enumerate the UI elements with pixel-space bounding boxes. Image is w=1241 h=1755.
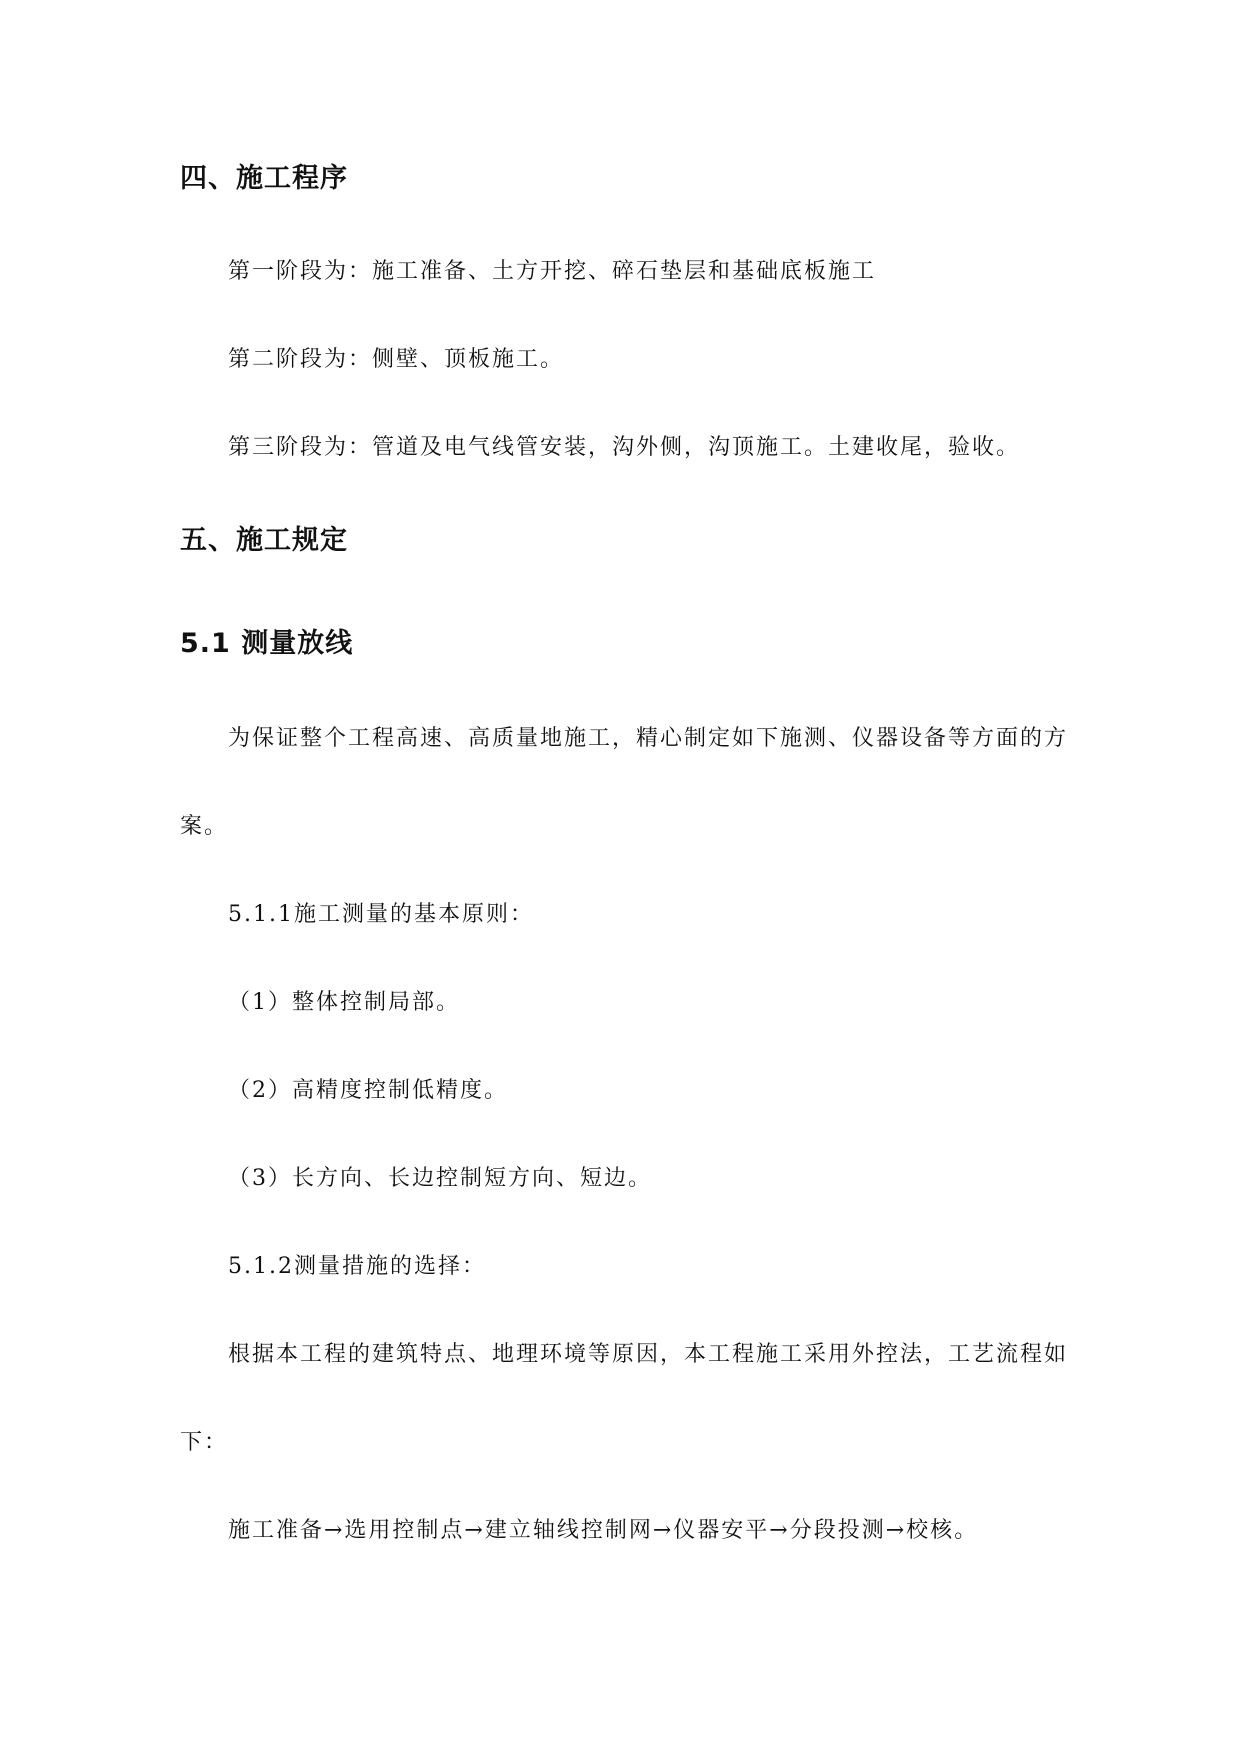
process-flow-text: 施工准备→选用控制点→建立轴线控制网→仪器安平→分段投测→校核。 bbox=[228, 1518, 979, 1543]
stage-2-paragraph: 第二阶段为：侧壁、顶板施工。 bbox=[228, 347, 565, 372]
subsection-5-1-2-title: 5.1.2测量措施的选择： bbox=[228, 1254, 486, 1279]
stage-1-paragraph: 第一阶段为：施工准备、土方开挖、碎石垫层和基础底板施工 bbox=[228, 259, 877, 284]
principle-item-2: （2）高精度控制低精度。 bbox=[228, 1078, 508, 1103]
section-5-1-intro-line-1: 为保证整个工程高速、高质量地施工，精心制定如下施测、仪器设备等方面的方 bbox=[228, 726, 1069, 751]
principle-item-1: （1）整体控制局部。 bbox=[228, 990, 460, 1015]
section-5-1-2-text-line-2: 下： bbox=[180, 1430, 229, 1455]
principle-item-3: （3）长方向、长边控制短方向、短边。 bbox=[228, 1166, 652, 1191]
subsection-5-1-1-title: 5.1.1施工测量的基本原则： bbox=[228, 902, 534, 927]
section-4-heading: 四、施工程序 bbox=[180, 163, 348, 194]
section-5-1-intro-line-2: 案。 bbox=[180, 814, 229, 839]
section-5-1-heading: 5.1 测量放线 bbox=[180, 628, 354, 659]
section-5-1-2-text-line-1: 根据本工程的建筑特点、地理环境等原因，本工程施工采用外控法，工艺流程如 bbox=[228, 1342, 1069, 1367]
section-5-heading: 五、施工规定 bbox=[180, 525, 348, 556]
stage-3-paragraph: 第三阶段为：管道及电气线管安装，沟外侧，沟顶施工。土建收尾，验收。 bbox=[228, 435, 1021, 460]
